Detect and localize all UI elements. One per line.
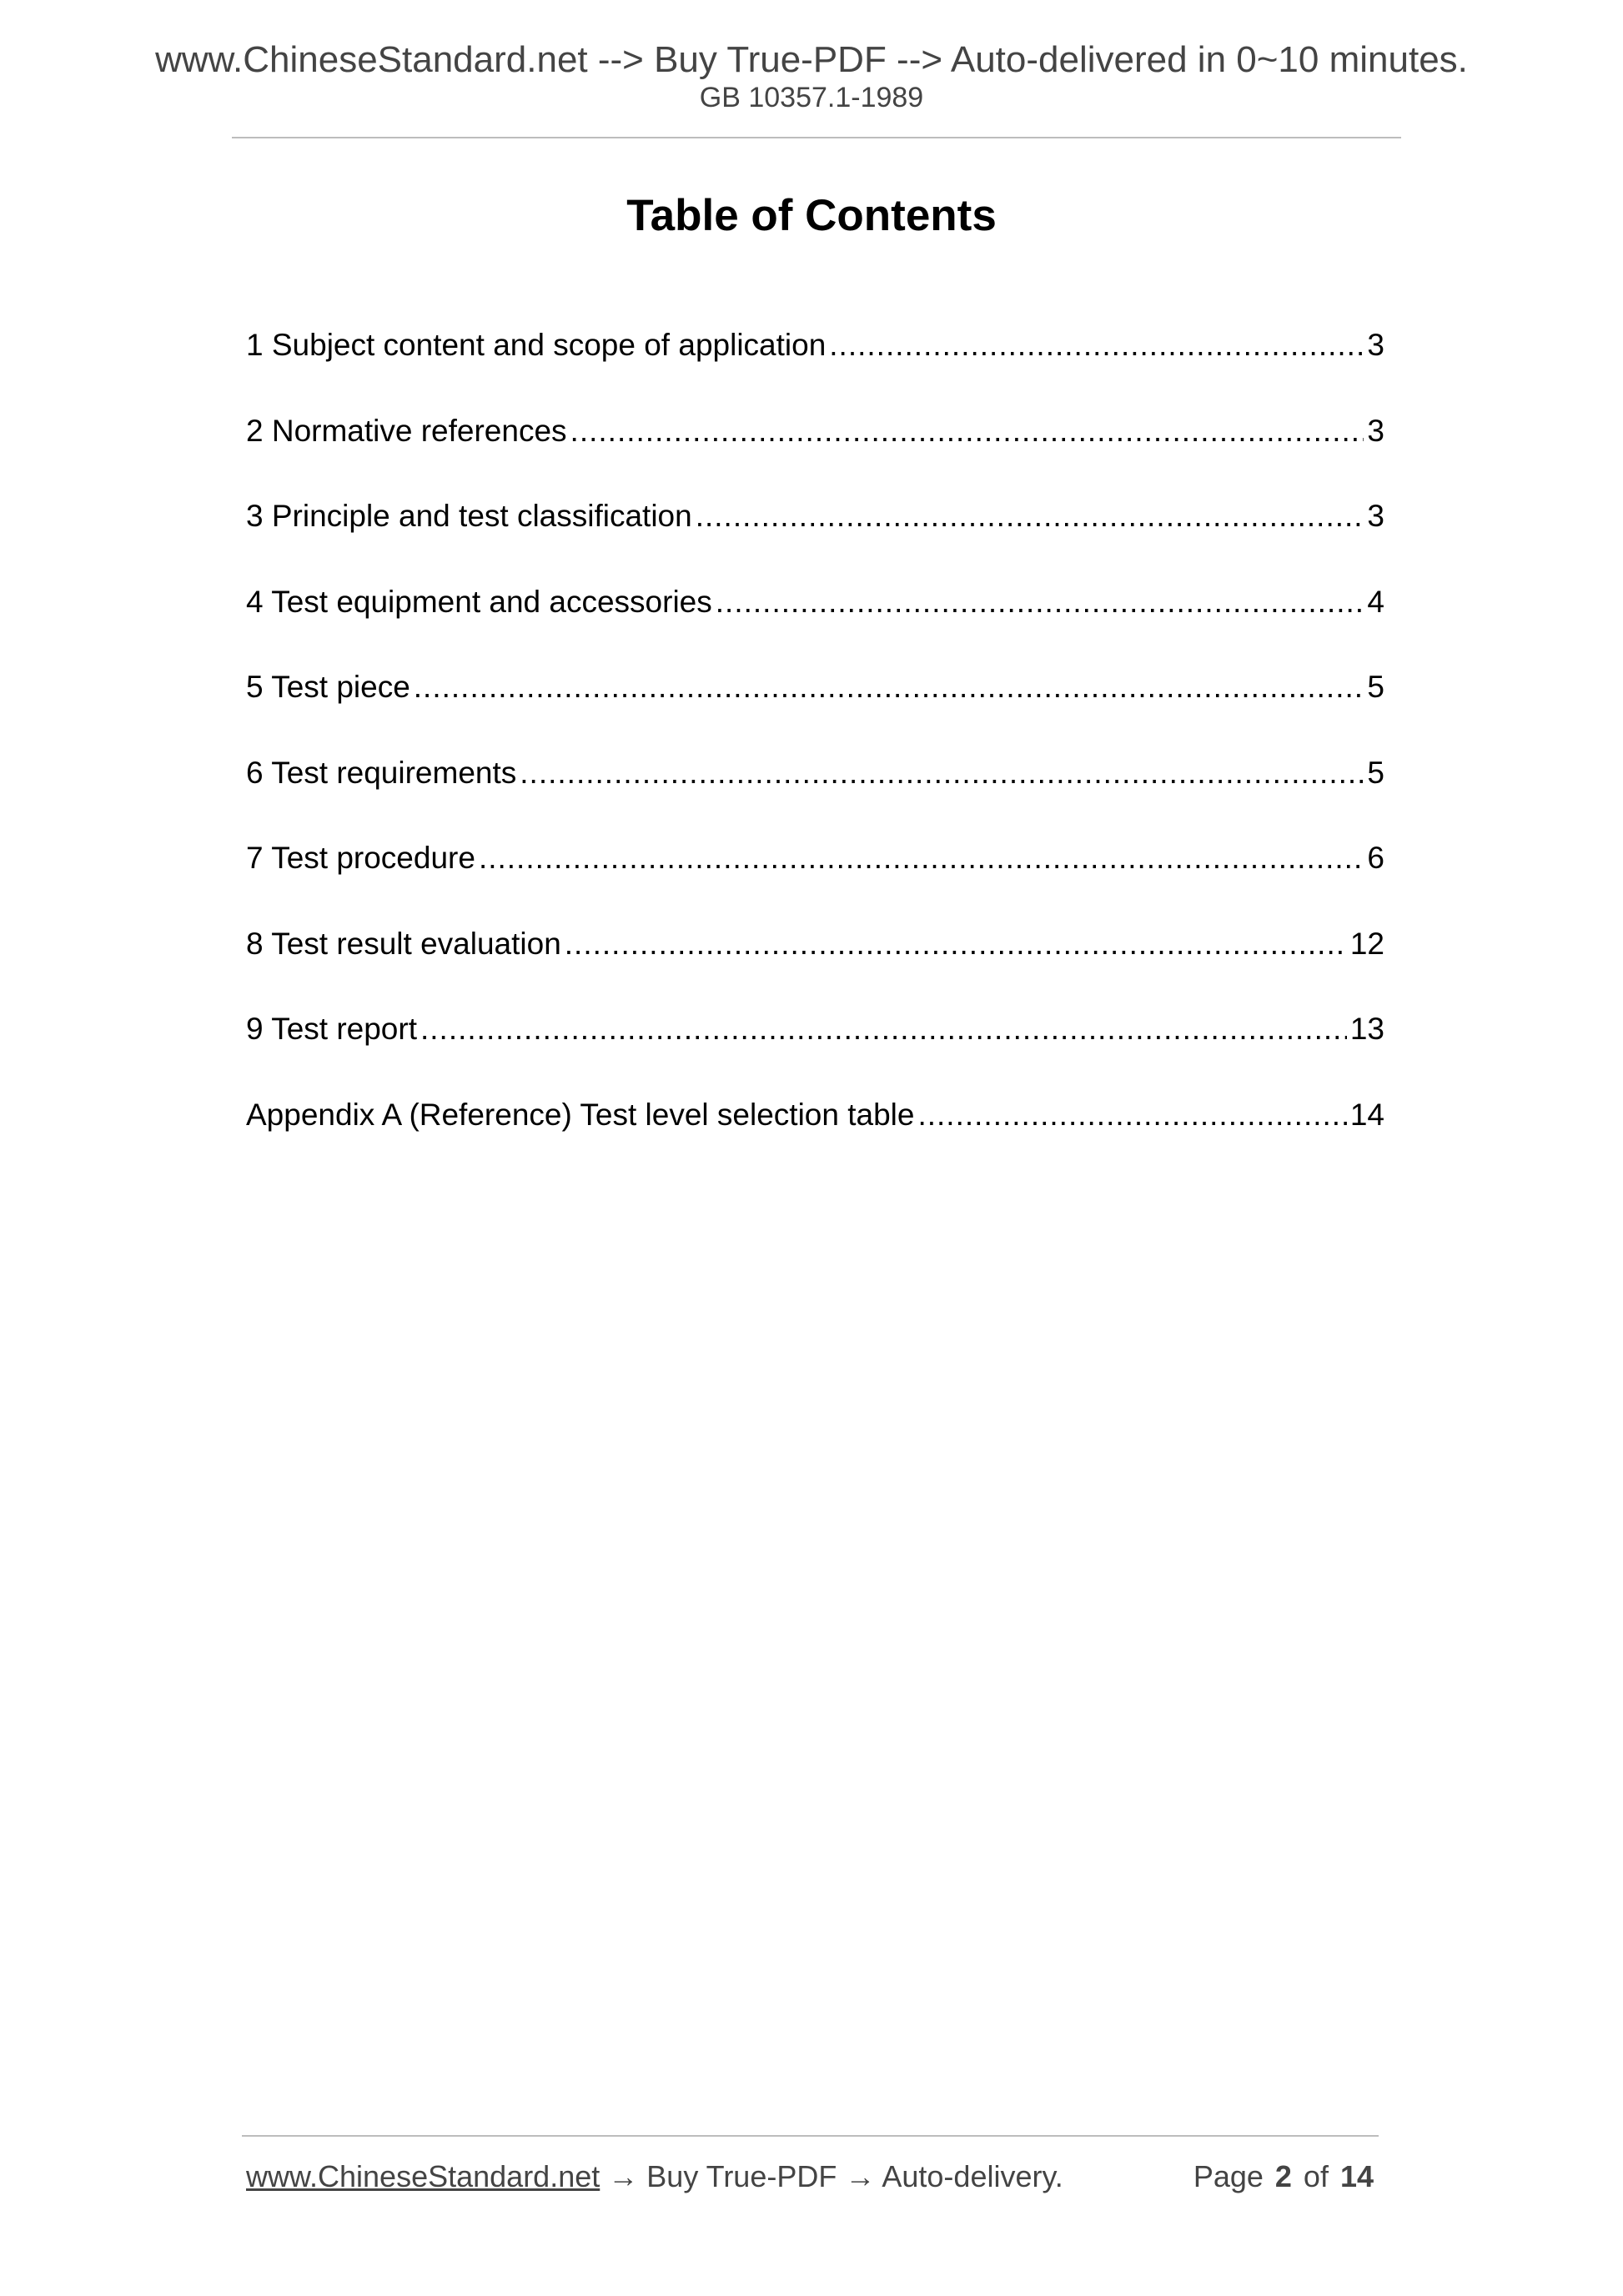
toc-leader-dots bbox=[414, 667, 1364, 707]
toc-leader-dots bbox=[829, 325, 1364, 365]
toc-leader-dots bbox=[716, 582, 1364, 622]
document-code: GB 10357.1-1989 bbox=[699, 82, 924, 113]
toc-entry-label: 8 Test result evaluation bbox=[246, 926, 561, 961]
footer-buy-text: Buy True-PDF bbox=[646, 2159, 837, 2193]
toc-entry-page: 5 bbox=[1367, 755, 1384, 790]
toc-entry-page: 5 bbox=[1367, 670, 1384, 704]
toc-entry-page: 3 bbox=[1367, 328, 1384, 362]
arrow-right-icon: → bbox=[608, 2159, 639, 2193]
toc-entry-label: 5 Test piece bbox=[246, 670, 410, 704]
current-page: 2 bbox=[1274, 2159, 1292, 2193]
toc-entry-label: 9 Test report bbox=[246, 1012, 417, 1046]
page-number bbox=[1193, 2158, 1374, 2195]
toc-entry-label: 7 Test procedure bbox=[246, 841, 475, 875]
toc-entry-label: 1 Subject content and scope of application bbox=[246, 328, 827, 362]
toc-leader-dots bbox=[479, 838, 1364, 878]
page-word: Page bbox=[1193, 2159, 1264, 2193]
toc-entry-page: 6 bbox=[1367, 841, 1384, 875]
total-pages: 14 bbox=[1339, 2159, 1374, 2193]
toc-entry[interactable] bbox=[246, 582, 1384, 668]
toc-entry[interactable] bbox=[246, 924, 1384, 1010]
toc-leader-dots bbox=[565, 924, 1347, 964]
toc-entry-label: 6 Test requirements bbox=[246, 755, 517, 790]
footer-promo bbox=[246, 2158, 1063, 2195]
toc-entry-page: 12 bbox=[1349, 926, 1384, 961]
toc-entry-page: 14 bbox=[1349, 1097, 1384, 1132]
toc-entry-page: 3 bbox=[1367, 413, 1384, 448]
header-divider bbox=[232, 137, 1401, 138]
toc-leader-dots bbox=[520, 753, 1364, 793]
arrow-right-icon: → bbox=[845, 2159, 876, 2193]
toc-entry-page: 13 bbox=[1349, 1012, 1384, 1046]
toc-entry[interactable] bbox=[246, 496, 1384, 582]
of-word: of bbox=[1303, 2159, 1329, 2193]
toc-leader-dots bbox=[570, 411, 1364, 451]
toc-entry-label: Appendix A (Reference) Test level selection table bbox=[246, 1097, 915, 1132]
toc-leader-dots bbox=[420, 1009, 1347, 1049]
toc-leader-dots bbox=[696, 496, 1364, 536]
footer-site-link[interactable]: www.ChineseStandard.net bbox=[246, 2159, 600, 2193]
footer-divider bbox=[242, 2135, 1379, 2137]
toc-entry-label: 4 Test equipment and accessories bbox=[246, 584, 712, 619]
toc-entry[interactable] bbox=[246, 325, 1384, 411]
toc-leader-dots bbox=[917, 1095, 1346, 1135]
toc-entry[interactable] bbox=[246, 1095, 1384, 1181]
site-banner: www.ChineseStandard.net --> Buy True-PDF --> Auto-delivered in 0~10 minutes. bbox=[155, 39, 1468, 80]
table-of-contents bbox=[246, 325, 1384, 1180]
toc-entry-label: 3 Principle and test classification bbox=[246, 499, 692, 533]
toc-entry[interactable] bbox=[246, 838, 1384, 924]
toc-entry[interactable] bbox=[246, 667, 1384, 753]
toc-entry-page: 3 bbox=[1367, 499, 1384, 533]
footer-delivery-text: Auto-delivery. bbox=[882, 2159, 1063, 2193]
toc-entry[interactable] bbox=[246, 411, 1384, 497]
toc-entry-label: 2 Normative references bbox=[246, 413, 567, 448]
toc-entry[interactable] bbox=[246, 753, 1384, 839]
toc-entry[interactable] bbox=[246, 1009, 1384, 1095]
toc-entry-page: 4 bbox=[1367, 584, 1384, 619]
toc-title: Table of Contents bbox=[626, 191, 997, 240]
